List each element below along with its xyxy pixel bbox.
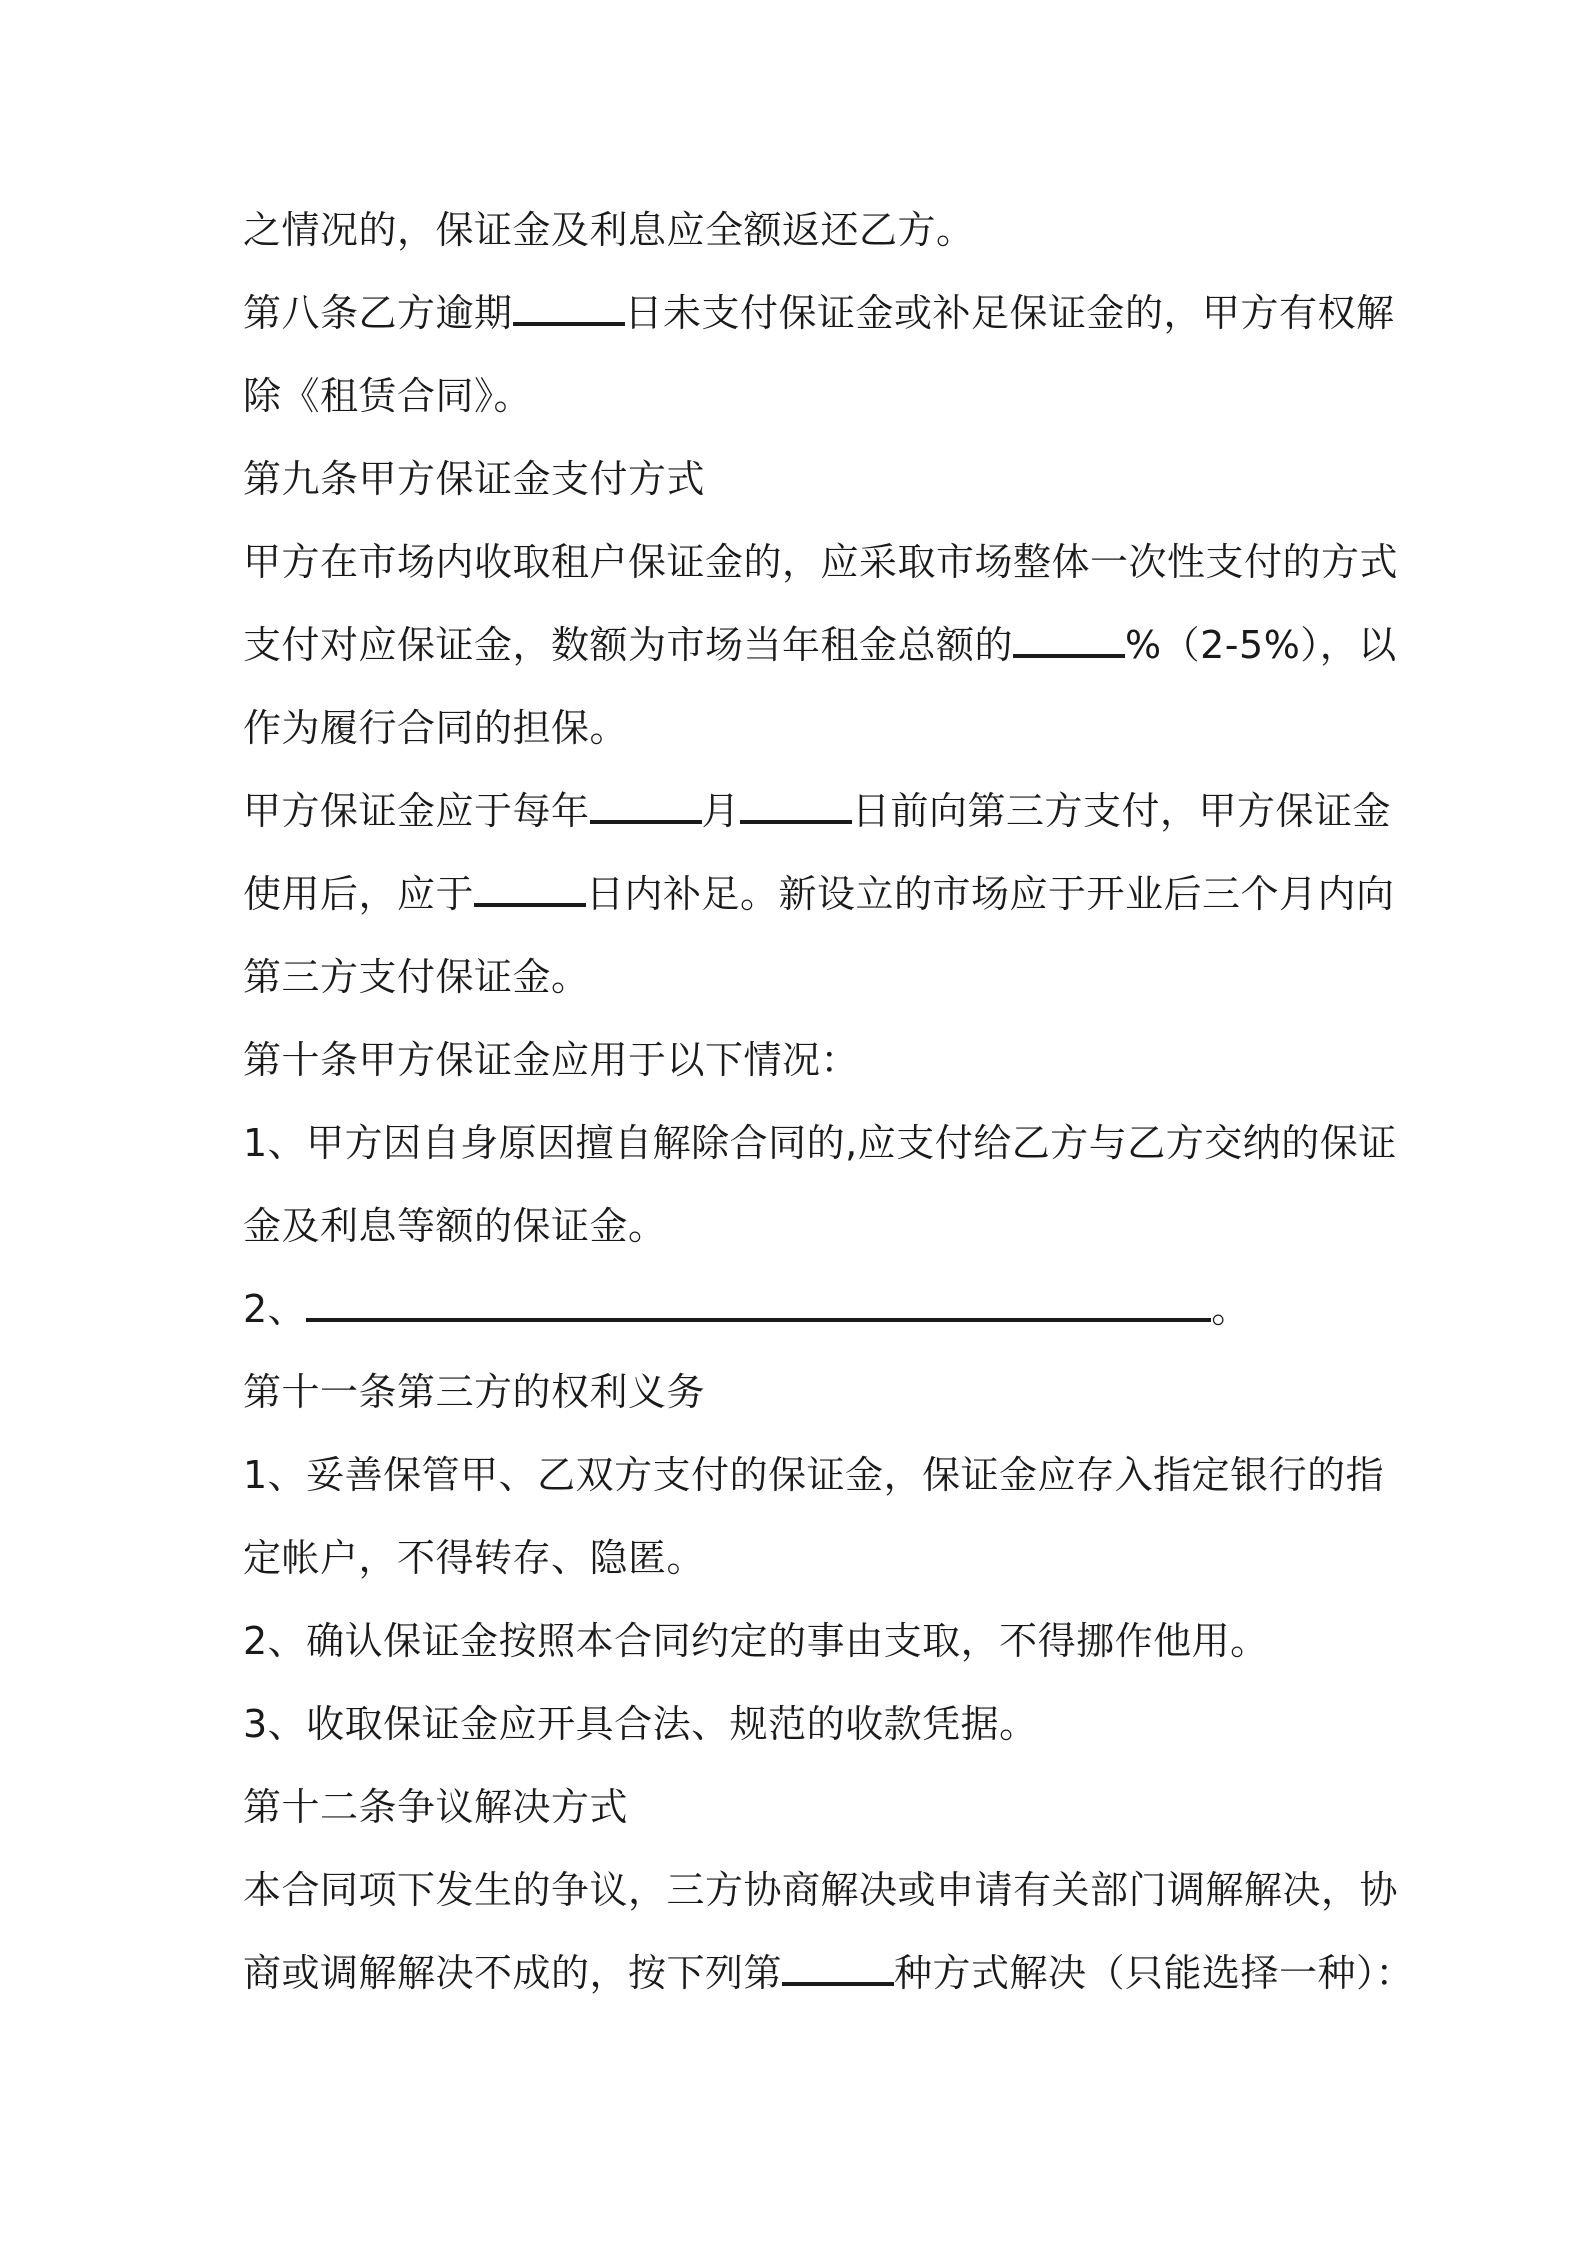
fill-blank bbox=[740, 786, 852, 824]
text-line bbox=[243, 1445, 1384, 1505]
text-line bbox=[243, 947, 590, 1007]
fill-blank bbox=[513, 288, 625, 326]
line-text: 甲方在市场内收取租户保证金的，应采取市场整体一次性支付的方式 bbox=[243, 540, 1399, 584]
line-text: 甲方保证金应于每年 bbox=[243, 789, 590, 833]
section-heading bbox=[243, 1030, 859, 1090]
line-text: 3、收取保证金应开具合法、规范的收款凭据。 bbox=[243, 1702, 1038, 1746]
line-text: 金及利息等额的保证金。 bbox=[243, 1204, 667, 1248]
text-line bbox=[243, 366, 532, 426]
line-text: 日未支付保证金或补足保证金的，甲方有权解 bbox=[624, 291, 1395, 335]
section-heading bbox=[243, 1777, 628, 1837]
line-text: 第三方支付保证金。 bbox=[243, 955, 590, 999]
text-line bbox=[243, 283, 1395, 343]
line-text: 月 bbox=[701, 789, 741, 833]
line-text: 第八条乙方逾期 bbox=[243, 291, 513, 335]
line-text: 2、确认保证金按照本合同约定的事由支取，不得挪作他用。 bbox=[243, 1619, 1269, 1663]
text-line bbox=[243, 1860, 1398, 1920]
line-text: 除《租赁合同》。 bbox=[243, 374, 533, 418]
line-text: 作为履行合同的担保。 bbox=[243, 706, 629, 750]
text-line bbox=[243, 864, 1395, 924]
text-line bbox=[243, 1611, 1269, 1671]
fill-blank bbox=[306, 1284, 1211, 1322]
line-text: 商或调解解决不成的，按下列第 bbox=[243, 1951, 783, 1995]
line-text: 之情况的，保证金及利息应全额返还乙方。 bbox=[243, 208, 975, 252]
line-text: 第九条甲方保证金支付方式 bbox=[243, 457, 706, 501]
text-line bbox=[243, 1196, 667, 1256]
line-text: 支付对应保证金，数额为市场当年租金总额的 bbox=[243, 623, 1014, 667]
fill-blank bbox=[590, 786, 702, 824]
line-text: 第十条甲方保证金应用于以下情况： bbox=[243, 1038, 860, 1082]
line-text: 本合同项下发生的争议，三方协商解决或申请有关部门调解解决，协 bbox=[243, 1868, 1399, 1912]
fill-blank bbox=[1013, 620, 1125, 658]
fill-blank bbox=[474, 869, 586, 907]
line-text: 第十一条第三方的权利义务 bbox=[243, 1370, 706, 1414]
line-text: 2、 bbox=[243, 1287, 307, 1331]
line-text: 定帐户，不得转存、隐匿。 bbox=[243, 1536, 706, 1580]
text-line bbox=[243, 1113, 1397, 1173]
line-text: 第十二条争议解决方式 bbox=[243, 1785, 629, 1829]
line-text: 1、妥善保管甲、乙双方支付的保证金，保证金应存入指定银行的指 bbox=[243, 1453, 1385, 1497]
text-line bbox=[243, 1279, 1250, 1339]
text-line bbox=[243, 1943, 1414, 2003]
line-text: %（2-5%），以 bbox=[1125, 623, 1397, 667]
line-text: 日内补足。新设立的市场应于开业后三个月内向 bbox=[586, 872, 1395, 916]
text-line bbox=[243, 615, 1397, 675]
line-text: 日前向第三方支付，甲方保证金 bbox=[852, 789, 1392, 833]
text-line bbox=[243, 698, 628, 758]
fill-blank bbox=[782, 1948, 894, 1986]
line-text: 。 bbox=[1211, 1287, 1250, 1331]
section-heading bbox=[243, 1362, 705, 1422]
line-text: 1、甲方因自身原因擅自解除合同的,应支付给乙方与乙方交纳的保证 bbox=[243, 1121, 1397, 1165]
section-heading bbox=[243, 449, 705, 509]
text-line bbox=[243, 781, 1391, 841]
text-line bbox=[243, 1694, 1038, 1754]
text-line bbox=[243, 200, 975, 260]
text-line bbox=[243, 1528, 705, 1588]
text-line bbox=[243, 532, 1398, 592]
line-text: 种方式解决（只能选择一种）： bbox=[894, 1951, 1415, 1995]
line-text: 使用后，应于 bbox=[243, 872, 475, 916]
